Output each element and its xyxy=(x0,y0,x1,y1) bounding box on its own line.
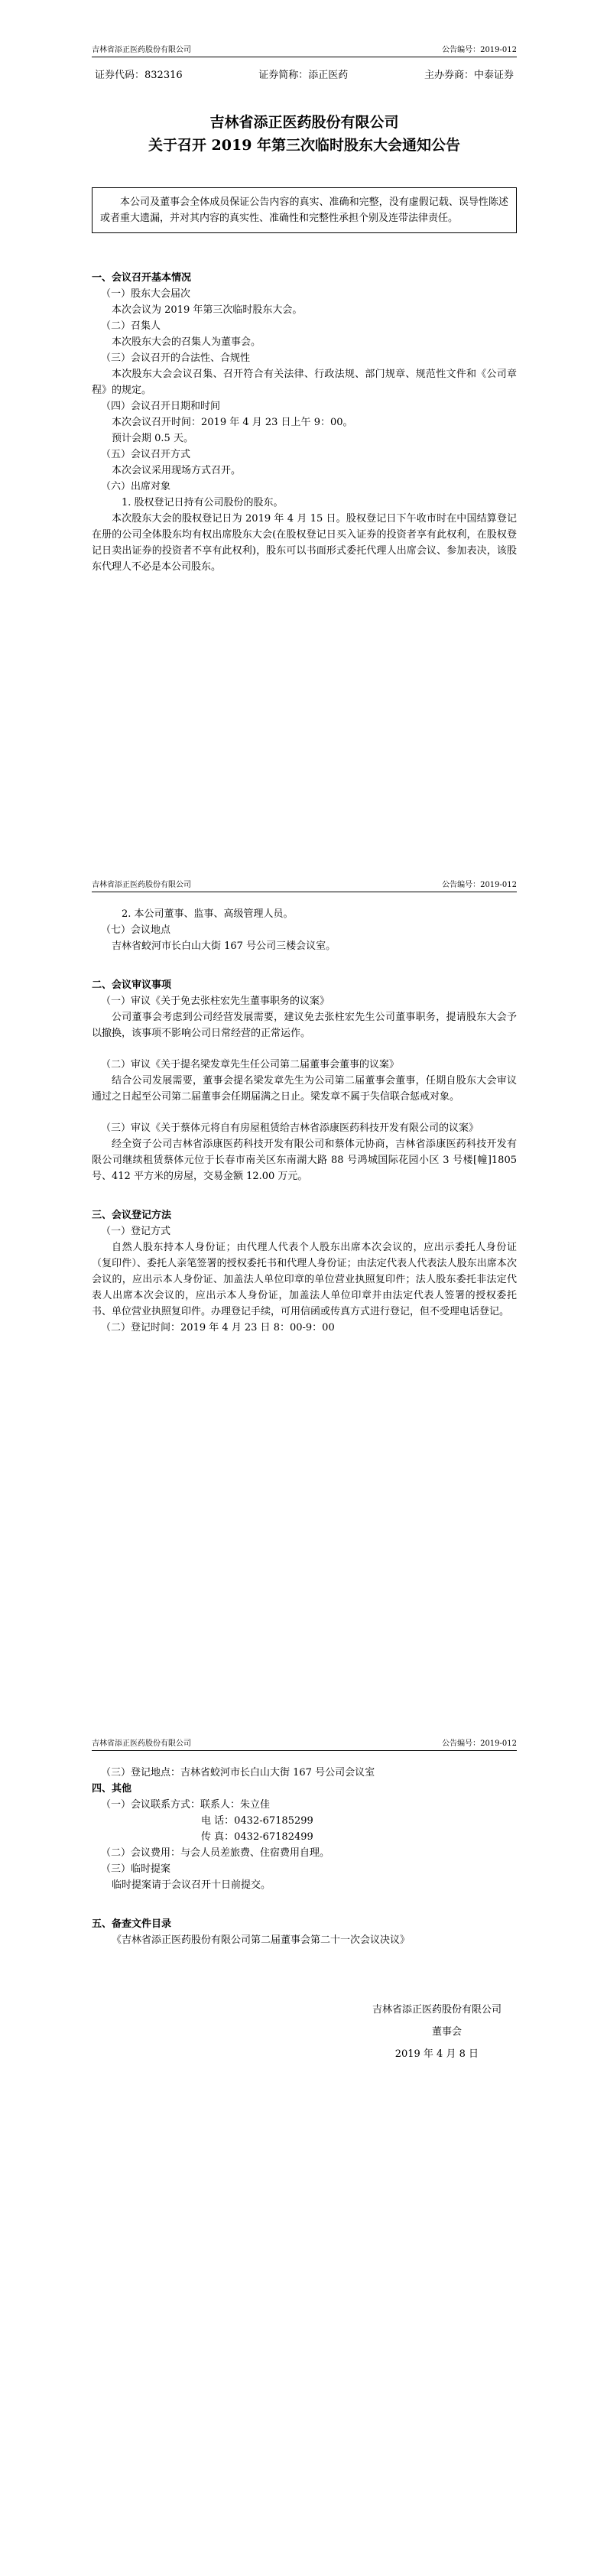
page-2 xyxy=(0,859,607,1717)
signature-date: 2019 年 4 月 8 日 xyxy=(394,2048,479,2060)
section-1-heading: 一、会议召开基本情况 xyxy=(92,272,192,284)
page-2-content xyxy=(92,906,517,1336)
page-1 xyxy=(0,0,607,859)
s3-c-title: （三）登记地点：吉林省蛟河市长白山大街 167 号公司会议室 xyxy=(101,1767,375,1779)
s2-c-title: （三）审议《关于蔡体元将自有房屋租赁给吉林省添康医药科技开发有限公司的议案》 xyxy=(101,1122,479,1134)
contact-fax: 传 真：0432-67182499 xyxy=(201,1831,313,1843)
section-5-heading: 五、备查文件目录 xyxy=(92,1918,172,1930)
s1-d-text2: 预计会期 0.5 天。 xyxy=(112,433,193,444)
stock-codes xyxy=(92,67,517,83)
s1-f-item1: 1. 股权登记日持有公司股份的股东。 xyxy=(122,497,284,508)
s1-g-text: 吉林省蛟河市长白山大街 167 号公司三楼会议室。 xyxy=(112,940,336,952)
stock-code: 证券代码：832316 xyxy=(95,70,183,81)
section-3-heading: 三、会议登记方法 xyxy=(92,1210,172,1221)
contact-phone: 电 话：0432-67185299 xyxy=(201,1815,313,1827)
page-3 xyxy=(0,1717,607,2576)
page-3-content xyxy=(92,1765,517,2062)
s2-b-title: （二）审议《关于提名梁发章先生任公司第二届董事会董事的议案》 xyxy=(101,1059,400,1070)
s1-e-text: 本次会议采用现场方式召开。 xyxy=(112,465,242,476)
s3-a-text: 自然人股东持本人身份证；由代理人代表个人股东出席本次会议的，应出示委托人身份证（复印件）、委托人亲笔签署的授权委托书和代理人身份证；由法定代表人代表法人股东出席本次会议的，应出示本人身份证、加盖法人单位印章的单位营业执照复印件；法人股东委托非法定代表人出席本次会议的，应出示本人身份证，加盖法人单位印章并由法定代表人签署的授权委托书、单位营业执照复印件。办理登记手续，可用信函或传真方式进行登记，但不受理电话登记。 xyxy=(92,1242,517,1317)
header-company: 吉林省添正医药股份有限公司 xyxy=(92,1740,191,1748)
s1-g-title: （七）会议地点 xyxy=(101,924,171,936)
header-company: 吉林省添正医药股份有限公司 xyxy=(92,46,191,54)
title-line-1: 吉林省添正医药股份有限公司 xyxy=(209,114,399,131)
s1-a-text: 本次会议为 2019 年第三次临时股东大会。 xyxy=(112,304,303,316)
s2-c-text: 经全资子公司吉林省添康医药科技开发有限公司和蔡体元协商，吉林省添康医药科技开发有限公司继续租赁蔡体元位于长春市南关区东南湖大路 88 号鸿城国际花园小区 3 号楼[幢]1805 号、412 平方米的房屋，交易金额 12.00 万元。 xyxy=(92,1139,517,1182)
s4-a-title: （一）会议联系方式：联系人：朱立佳 xyxy=(101,1799,271,1811)
header-notice-no: 公告编号：2019-012 xyxy=(442,46,517,54)
page-header xyxy=(92,878,517,892)
s1-d-text1: 本次会议召开时间：2019 年 4 月 23 日上午 9：00。 xyxy=(112,417,353,428)
title-line-2: 关于召开 2019 年第三次临时股东大会通知公告 xyxy=(148,137,461,154)
s1-e-title: （五）会议召开方式 xyxy=(101,449,191,460)
s4-b-title: （二）会议费用：与会人员差旅费、住宿费用自理。 xyxy=(101,1847,330,1859)
s1-d-title: （四）会议召开日期和时间 xyxy=(101,401,221,412)
s1-f-item2: 2. 本公司董事、监事、高级管理人员。 xyxy=(122,908,294,920)
s1-c-title: （三）会议召开的合法性、合规性 xyxy=(101,352,251,364)
header-notice-no: 公告编号：2019-012 xyxy=(442,881,517,889)
page-1-content xyxy=(92,67,517,575)
signature-board: 董事会 xyxy=(431,2026,462,2038)
s1-f-title: （六）出席对象 xyxy=(101,481,171,492)
disclaimer-box: 本公司及董事会全体成员保证公告内容的真实、准确和完整，没有虚假记载、误导性陈述或者重大遗漏，并对其内容的真实性、准确性和完整性承担个别及连带法律责任。 xyxy=(92,187,517,233)
s5-item: 《吉林省添正医药股份有限公司第二届董事会第二十一次会议决议》 xyxy=(112,1934,411,1946)
section-2-heading: 二、会议审议事项 xyxy=(92,979,172,991)
s4-c-text: 临时提案请于会议召开十日前提交。 xyxy=(112,1879,271,1891)
s2-a-title: （一）审议《关于免去张柱宏先生董事职务的议案》 xyxy=(101,996,330,1007)
page-header xyxy=(92,43,517,57)
s2-a-text: 公司董事会考虑到公司经营发展需要，建议免去张柱宏先生公司董事职务，提请股东大会予以撤换，该事项不影响公司日常经营的正常运作。 xyxy=(92,1012,517,1039)
page-header xyxy=(92,1736,517,1751)
section-4-heading: 四、其他 xyxy=(92,1783,132,1795)
header-company: 吉林省添正医药股份有限公司 xyxy=(92,881,191,889)
s1-b-text: 本次股东大会的召集人为董事会。 xyxy=(112,336,261,348)
s3-a-title: （一）登记方式 xyxy=(101,1226,171,1237)
s2-b-text: 结合公司发展需要，董事会提名梁发章先生为公司第二届董事会董事，任期自股东大会审议通过之日起至公司第二届董事会任期届满之日止。梁发章不属于失信联合惩戒对象。 xyxy=(92,1075,517,1103)
s3-b-title: （二）登记时间：2019 年 4 月 23 日 8：00-9：00 xyxy=(101,1322,335,1333)
s1-f-item1-text: 本次股东大会的股权登记日为 2019 年 4 月 15 日。股权登记日下午收市时在中国结算登记在册的公司全体股东均有权出席股东大会(在股权登记日买入证券的投资者享有此权利，在股权登记日卖出证券的投资者不享有此权利)，股东可以书面形式委托代理人出席会议、参加表决，该股东代理人不必是本公司股东。 xyxy=(92,513,517,573)
broker: 主办券商：中泰证券 xyxy=(424,70,514,81)
s1-a-title: （一）股东大会届次 xyxy=(101,288,191,300)
s4-c-title: （三）临时提案 xyxy=(101,1863,171,1875)
stock-name: 证券简称：添正医药 xyxy=(258,70,349,81)
s1-c-text: 本次股东大会会议召集、召开符合有关法律、行政法规、部门规章、规范性文件和《公司章程》的规定。 xyxy=(92,369,517,396)
header-notice-no: 公告编号：2019-012 xyxy=(442,1740,517,1748)
signature-company: 吉林省添正医药股份有限公司 xyxy=(372,2004,502,2016)
s1-b-title: （二）召集人 xyxy=(101,320,161,332)
